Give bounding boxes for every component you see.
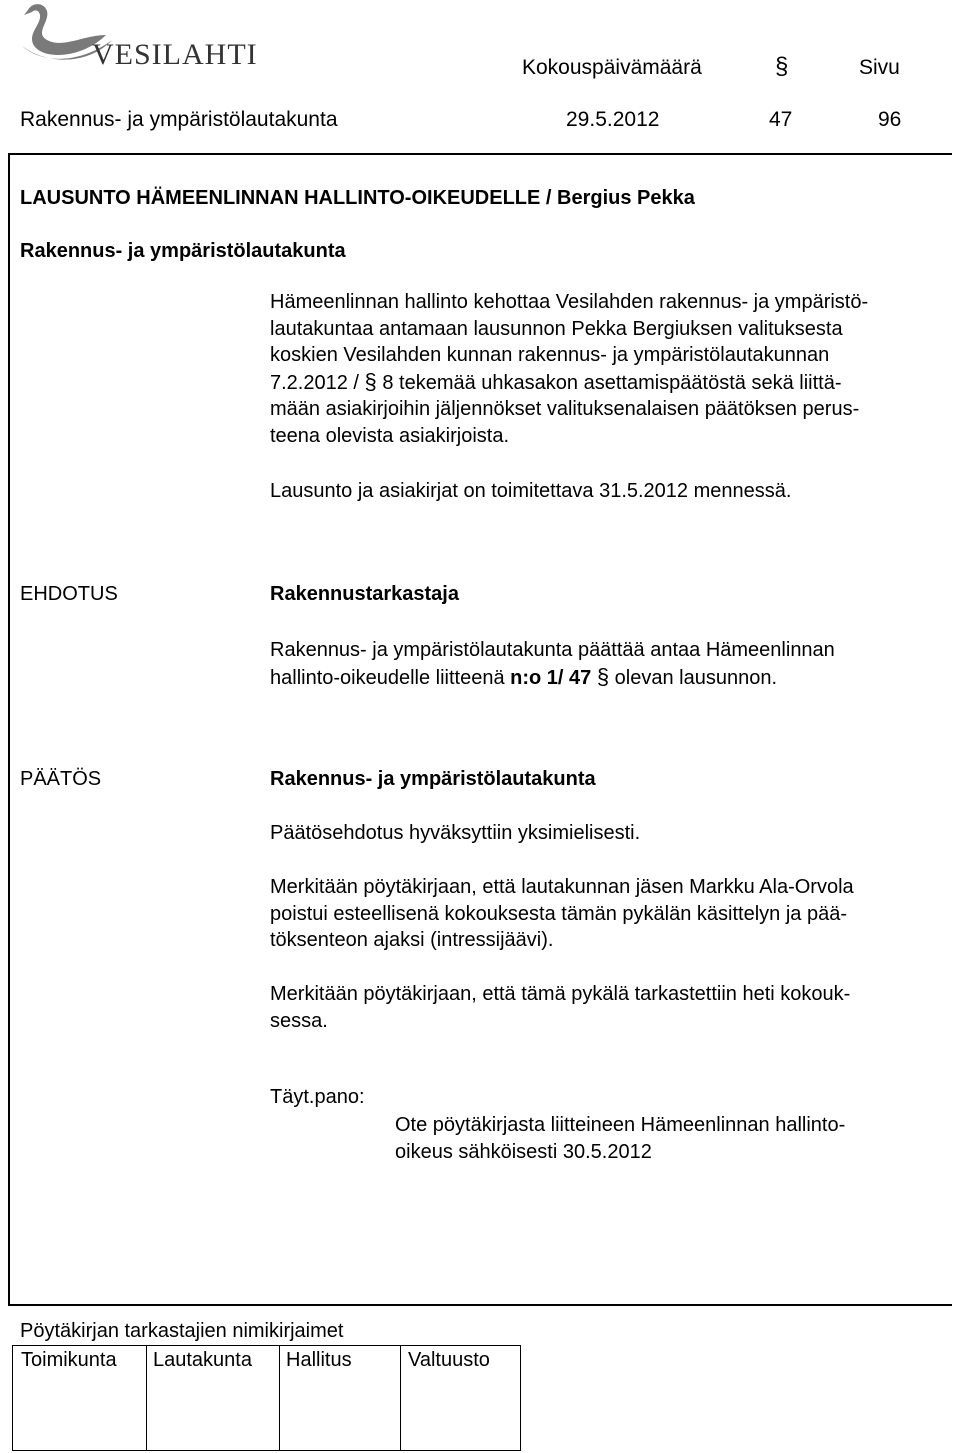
intro-line: koskien Vesilahden kunnan rakennus- ja ympäristölautakunnan bbox=[270, 344, 830, 366]
note-paragraph-1 bbox=[270, 874, 854, 954]
intro-line bbox=[270, 369, 868, 397]
section-symbol-icon: § bbox=[364, 368, 377, 394]
left-margin-rule bbox=[8, 153, 10, 1305]
ehdotus-text: hallinto-oikeudelle liitteenä bbox=[270, 666, 511, 689]
footer-rule bbox=[8, 1304, 952, 1306]
deadline-text: Lausunto ja asiakirjat on toimitettava 31.5.2012 mennessä. bbox=[270, 480, 792, 502]
table-divider bbox=[400, 1346, 401, 1450]
paatos-heading: Rakennus- ja ympäristölautakunta bbox=[270, 768, 596, 790]
intro-paragraph bbox=[270, 289, 868, 449]
table-header-cell: Toimikunta bbox=[21, 1349, 117, 1371]
header-date: 29.5.2012 bbox=[566, 108, 660, 131]
section-symbol-icon: § bbox=[775, 53, 789, 80]
table-header-cell: Valtuusto bbox=[408, 1349, 490, 1371]
intro-line: lautakuntaa antamaan lausunnon Pekka Bergiuksen valituksesta bbox=[270, 317, 843, 340]
ehdotus-text: olevan lausunnon. bbox=[609, 666, 778, 689]
vesilahti-logo bbox=[20, 0, 258, 72]
note-line: töksenteon ajaksi (intressijäävi). bbox=[270, 929, 554, 951]
note-line: sessa. bbox=[270, 1009, 328, 1032]
page-subtitle: Rakennus- ja ympäristölautakunta bbox=[20, 240, 346, 262]
intro-line-text: 8 tekemää uhkasakon asettamispäätöstä sekä liittä- bbox=[382, 371, 842, 394]
ehdotus-paragraph bbox=[270, 637, 835, 691]
intro-line: mään asiakirjoihin jäljennökset valituksenalaisen päätöksen perus- bbox=[270, 398, 860, 420]
table-header-cell: Lautakunta bbox=[153, 1349, 252, 1371]
ehdotus-line bbox=[270, 664, 835, 692]
intro-date-ref: 7.2.2012 / bbox=[270, 371, 365, 394]
signatures-label: Pöytäkirjan tarkastajien nimikirjaimet bbox=[20, 1320, 344, 1342]
header-section: 47 bbox=[769, 108, 793, 131]
header-rule bbox=[8, 153, 952, 155]
note-paragraph-2 bbox=[270, 981, 850, 1034]
ehdotus-line: Rakennus- ja ympäristölautakunta päättää antaa Hämeenlinnan bbox=[270, 639, 835, 661]
ehdotus-heading: Rakennustarkastaja bbox=[270, 583, 459, 605]
logo-wordmark: VESILAHTI bbox=[92, 38, 258, 71]
ehdotus-label: EHDOTUS bbox=[20, 583, 118, 605]
section-symbol-icon: § bbox=[596, 663, 610, 689]
intro-line: teena olevista asiakirjoista. bbox=[270, 424, 510, 447]
attachment-ref: n:o 1/ 47 bbox=[510, 666, 592, 689]
note-line: Merkitään pöytäkirjaan, että lautakunnan jäsen Markku Ala-Orvola bbox=[270, 876, 854, 898]
header-board: Rakennus- ja ympäristölautakunta bbox=[20, 108, 338, 131]
approved-text: Päätösehdotus hyväksyttiin yksimielisesti. bbox=[270, 822, 641, 844]
paatos-label: PÄÄTÖS bbox=[20, 768, 102, 790]
tayt-line: oikeus sähköisesti 30.5.2012 bbox=[395, 1140, 652, 1163]
note-line: poistui esteellisenä kokouksesta tämän pykälän käsittelyn ja pää- bbox=[270, 902, 847, 925]
table-header-cell: Hallitus bbox=[286, 1349, 352, 1371]
tayt-line: Ote pöytäkirjasta liitteineen Hämeenlinnan hallinto- bbox=[395, 1114, 846, 1136]
intro-line: Hämeenlinnan hallinto kehottaa Vesilahden rakennus- ja ympäristö- bbox=[270, 291, 869, 313]
table-divider bbox=[146, 1346, 147, 1450]
note-line: Merkitään pöytäkirjaan, että tämä pykälä tarkastettiin heti kokouk- bbox=[270, 983, 851, 1005]
header-page: 96 bbox=[878, 108, 902, 131]
page-label: Sivu bbox=[859, 56, 900, 79]
page-title: LAUSUNTO HÄMEENLINNAN HALLINTO-OIKEUDELLE / Bergius Pekka bbox=[20, 187, 695, 209]
meeting-date-label: Kokouspäivämäärä bbox=[522, 56, 702, 79]
tayt-label: Täyt.pano: bbox=[270, 1086, 365, 1108]
tayt-paragraph bbox=[395, 1112, 845, 1165]
table-divider bbox=[279, 1346, 280, 1450]
signature-table bbox=[12, 1345, 521, 1451]
